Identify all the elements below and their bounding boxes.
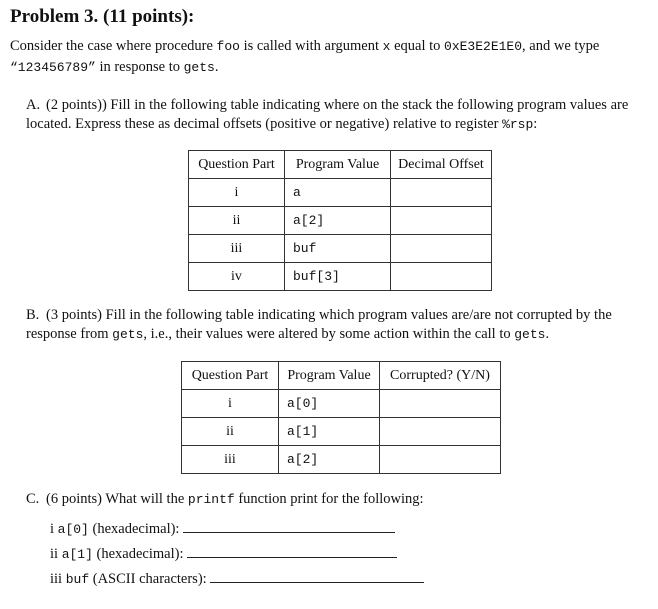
column-header: Corrupted? (Y/N) (380, 362, 501, 390)
table-header-row (189, 151, 492, 179)
answer-blank[interactable] (187, 543, 397, 558)
question-part-cell: iii (182, 446, 279, 474)
part-a-table (188, 150, 492, 291)
answer-cell[interactable] (380, 390, 501, 418)
table-row (189, 235, 492, 263)
part-b-table (181, 361, 501, 474)
question-part-cell: i (189, 179, 285, 207)
question-part-cell: iv (189, 263, 285, 291)
question-part-cell: ii (189, 207, 285, 235)
answer-cell[interactable] (391, 207, 492, 235)
table-row (189, 207, 492, 235)
table-row (182, 446, 501, 474)
column-header: Decimal Offset (391, 151, 492, 179)
answer-blank[interactable] (210, 568, 424, 583)
table-row (189, 263, 492, 291)
problem-title: Problem 3. (11 points): (10, 6, 195, 27)
column-header: Program Value (285, 151, 391, 179)
program-value-cell: buf[3] (285, 263, 391, 291)
column-header: Question Part (189, 151, 285, 179)
answer-line-item: i a[0] (hexadecimal): (50, 518, 395, 538)
program-value-cell: a[2] (285, 207, 391, 235)
question-part-cell: iii (189, 235, 285, 263)
answer-cell[interactable] (391, 263, 492, 291)
column-header: Program Value (279, 362, 380, 390)
program-value-cell: a (285, 179, 391, 207)
part-b-prompt: B. (3 points) Fill in the following table indicating which program values are/are not corrupted by the response from gets, i.e., their values were altered by some action within the call to gets. (26, 307, 612, 342)
problem-intro: Consider the case where procedure foo is called with argument x equal to 0xE3E2E1E0, and we type “123456789” in response to gets. (10, 38, 600, 75)
answer-cell[interactable] (391, 235, 492, 263)
answer-blank[interactable] (183, 518, 395, 533)
program-value-cell: a[0] (279, 390, 380, 418)
part-a-prompt: A. (2 points)) Fill in the following table indicating where on the stack the following program values are located. Express these as decimal offsets (positive or negative) relative to register %rsp: (26, 97, 629, 132)
answer-line-item: ii a[1] (hexadecimal): (50, 543, 397, 563)
table-header-row (182, 362, 501, 390)
answer-cell[interactable] (391, 179, 492, 207)
answer-cell[interactable] (380, 418, 501, 446)
table-row (182, 390, 501, 418)
question-part-cell: ii (182, 418, 279, 446)
question-part-cell: i (182, 390, 279, 418)
answer-cell[interactable] (380, 446, 501, 474)
table-row (189, 179, 492, 207)
part-c-prompt: C. (6 points) What will the printf function print for the following: (26, 491, 424, 507)
column-header: Question Part (182, 362, 279, 390)
program-value-cell: buf (285, 235, 391, 263)
program-value-cell: a[1] (279, 418, 380, 446)
answer-line-item: iii buf (ASCII characters): (50, 568, 424, 588)
table-row (182, 418, 501, 446)
program-value-cell: a[2] (279, 446, 380, 474)
